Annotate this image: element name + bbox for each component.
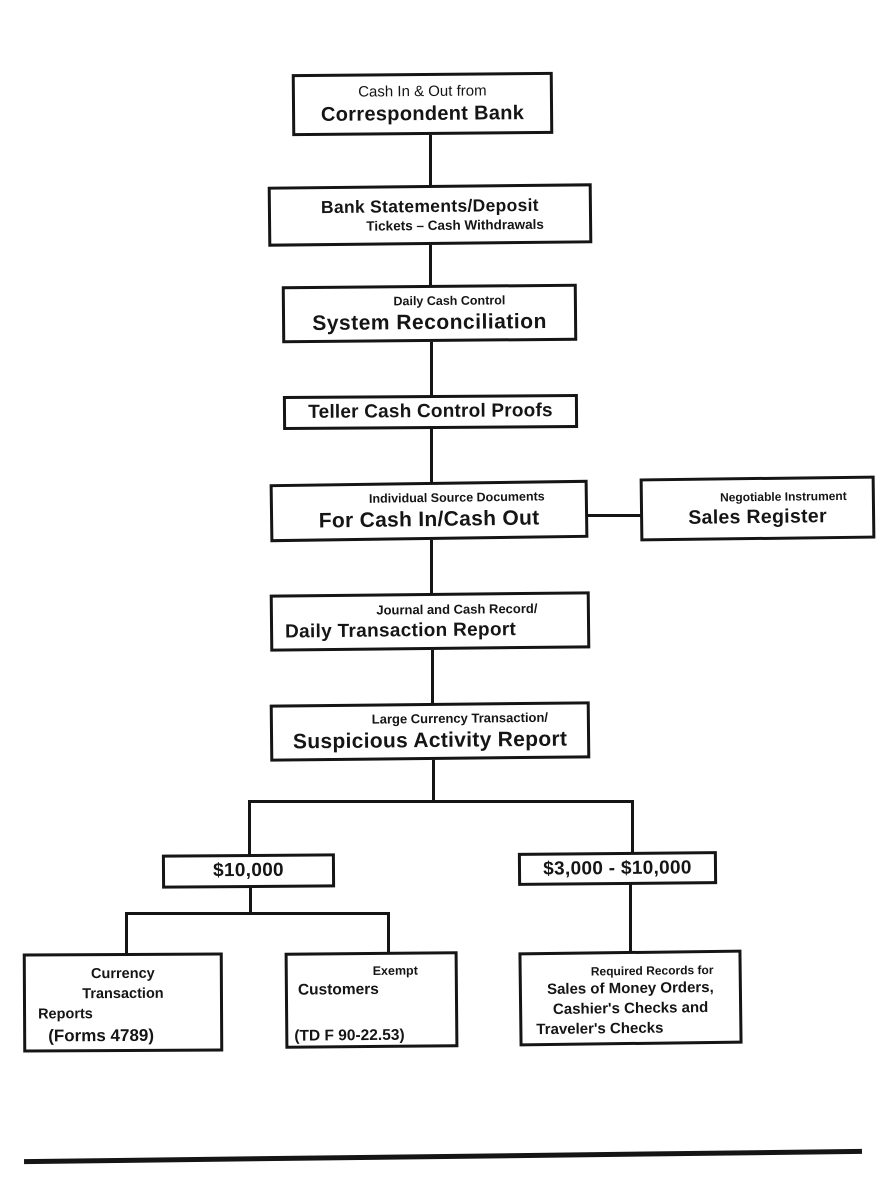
connector-branch-to-10k (248, 800, 251, 856)
connector-daily-to-teller (430, 342, 433, 396)
node-line: Sales Register (688, 504, 828, 529)
node-daily-cash-control (282, 284, 577, 344)
connector-10k-to-subbranch (249, 886, 252, 914)
node-line: Exempt (372, 963, 418, 978)
node-teller-cash-control (283, 394, 578, 430)
node-line: $3,000 - $10,000 (543, 856, 692, 880)
node-line: Daily Cash Control (393, 292, 506, 308)
node-line: (Forms 4789) (48, 1025, 155, 1046)
node-journal-cash-record (270, 591, 591, 651)
node-line: (TD F 90-22.53) (294, 1026, 405, 1045)
node-required-records (518, 950, 742, 1047)
node-threshold-3000-10000 (518, 851, 717, 886)
node-threshold-10000 (162, 853, 335, 888)
node-line: Suspicious Activity Report (292, 727, 568, 754)
node-line: Transaction (82, 985, 164, 1003)
node-line: Individual Source Documents (368, 489, 545, 506)
node-individual-source-docs (270, 480, 589, 542)
node-line: Teller Cash Control Proofs (308, 400, 553, 423)
node-line: Correspondent Bank (320, 102, 525, 126)
node-line: Tickets – Cash Withdrawals (366, 216, 544, 234)
node-line: Large Currency Transaction/ (371, 709, 549, 727)
node-line: Cashier's Checks and (552, 999, 709, 1018)
node-line: Required Records for (590, 962, 714, 979)
node-line: Daily Transaction Report (284, 618, 517, 643)
connector-branch-to-3k (631, 800, 634, 854)
node-line: Bank Statements/Deposit (320, 194, 539, 218)
page-footer-rule (24, 1149, 862, 1164)
connector-corr-to-bank (429, 135, 432, 185)
node-line: System Reconciliation (312, 309, 547, 335)
connector-3k-to-required (629, 884, 632, 953)
connector-teller-to-indiv (430, 429, 433, 483)
node-bank-statements (268, 183, 593, 246)
node-line: Cash In & Out from (358, 82, 487, 101)
node-line: Journal and Cash Record/ (376, 600, 538, 618)
connector-large-to-branch (432, 760, 435, 802)
node-line: Reports (38, 1006, 93, 1023)
node-line: Sales of Money Orders, (546, 978, 714, 999)
connector-bank-to-daily (429, 245, 432, 285)
connector-journal-to-large (431, 650, 434, 704)
connector-indiv-to-journal (430, 540, 433, 594)
connector-subbranch-to-ctr (125, 912, 128, 955)
node-line: Traveler's Checks (536, 1019, 664, 1039)
node-line: Customers (297, 980, 379, 999)
connector-indiv-to-negotiable (586, 514, 642, 517)
node-exempt-customers (285, 951, 459, 1049)
node-line: Currency (90, 965, 155, 983)
node-large-currency-sar (270, 701, 591, 761)
node-line: For Cash In/Cash Out (318, 506, 540, 533)
node-line: Negotiable Instrument (719, 488, 847, 504)
node-currency-transaction-reports (23, 952, 224, 1052)
node-line: $10,000 (213, 859, 284, 882)
connector-subbranch (125, 912, 390, 915)
connector-subbranch-to-exempt (387, 912, 390, 954)
node-correspondent-bank (292, 72, 554, 136)
connector-branch-top (248, 800, 634, 803)
node-negotiable-instrument (640, 476, 876, 542)
